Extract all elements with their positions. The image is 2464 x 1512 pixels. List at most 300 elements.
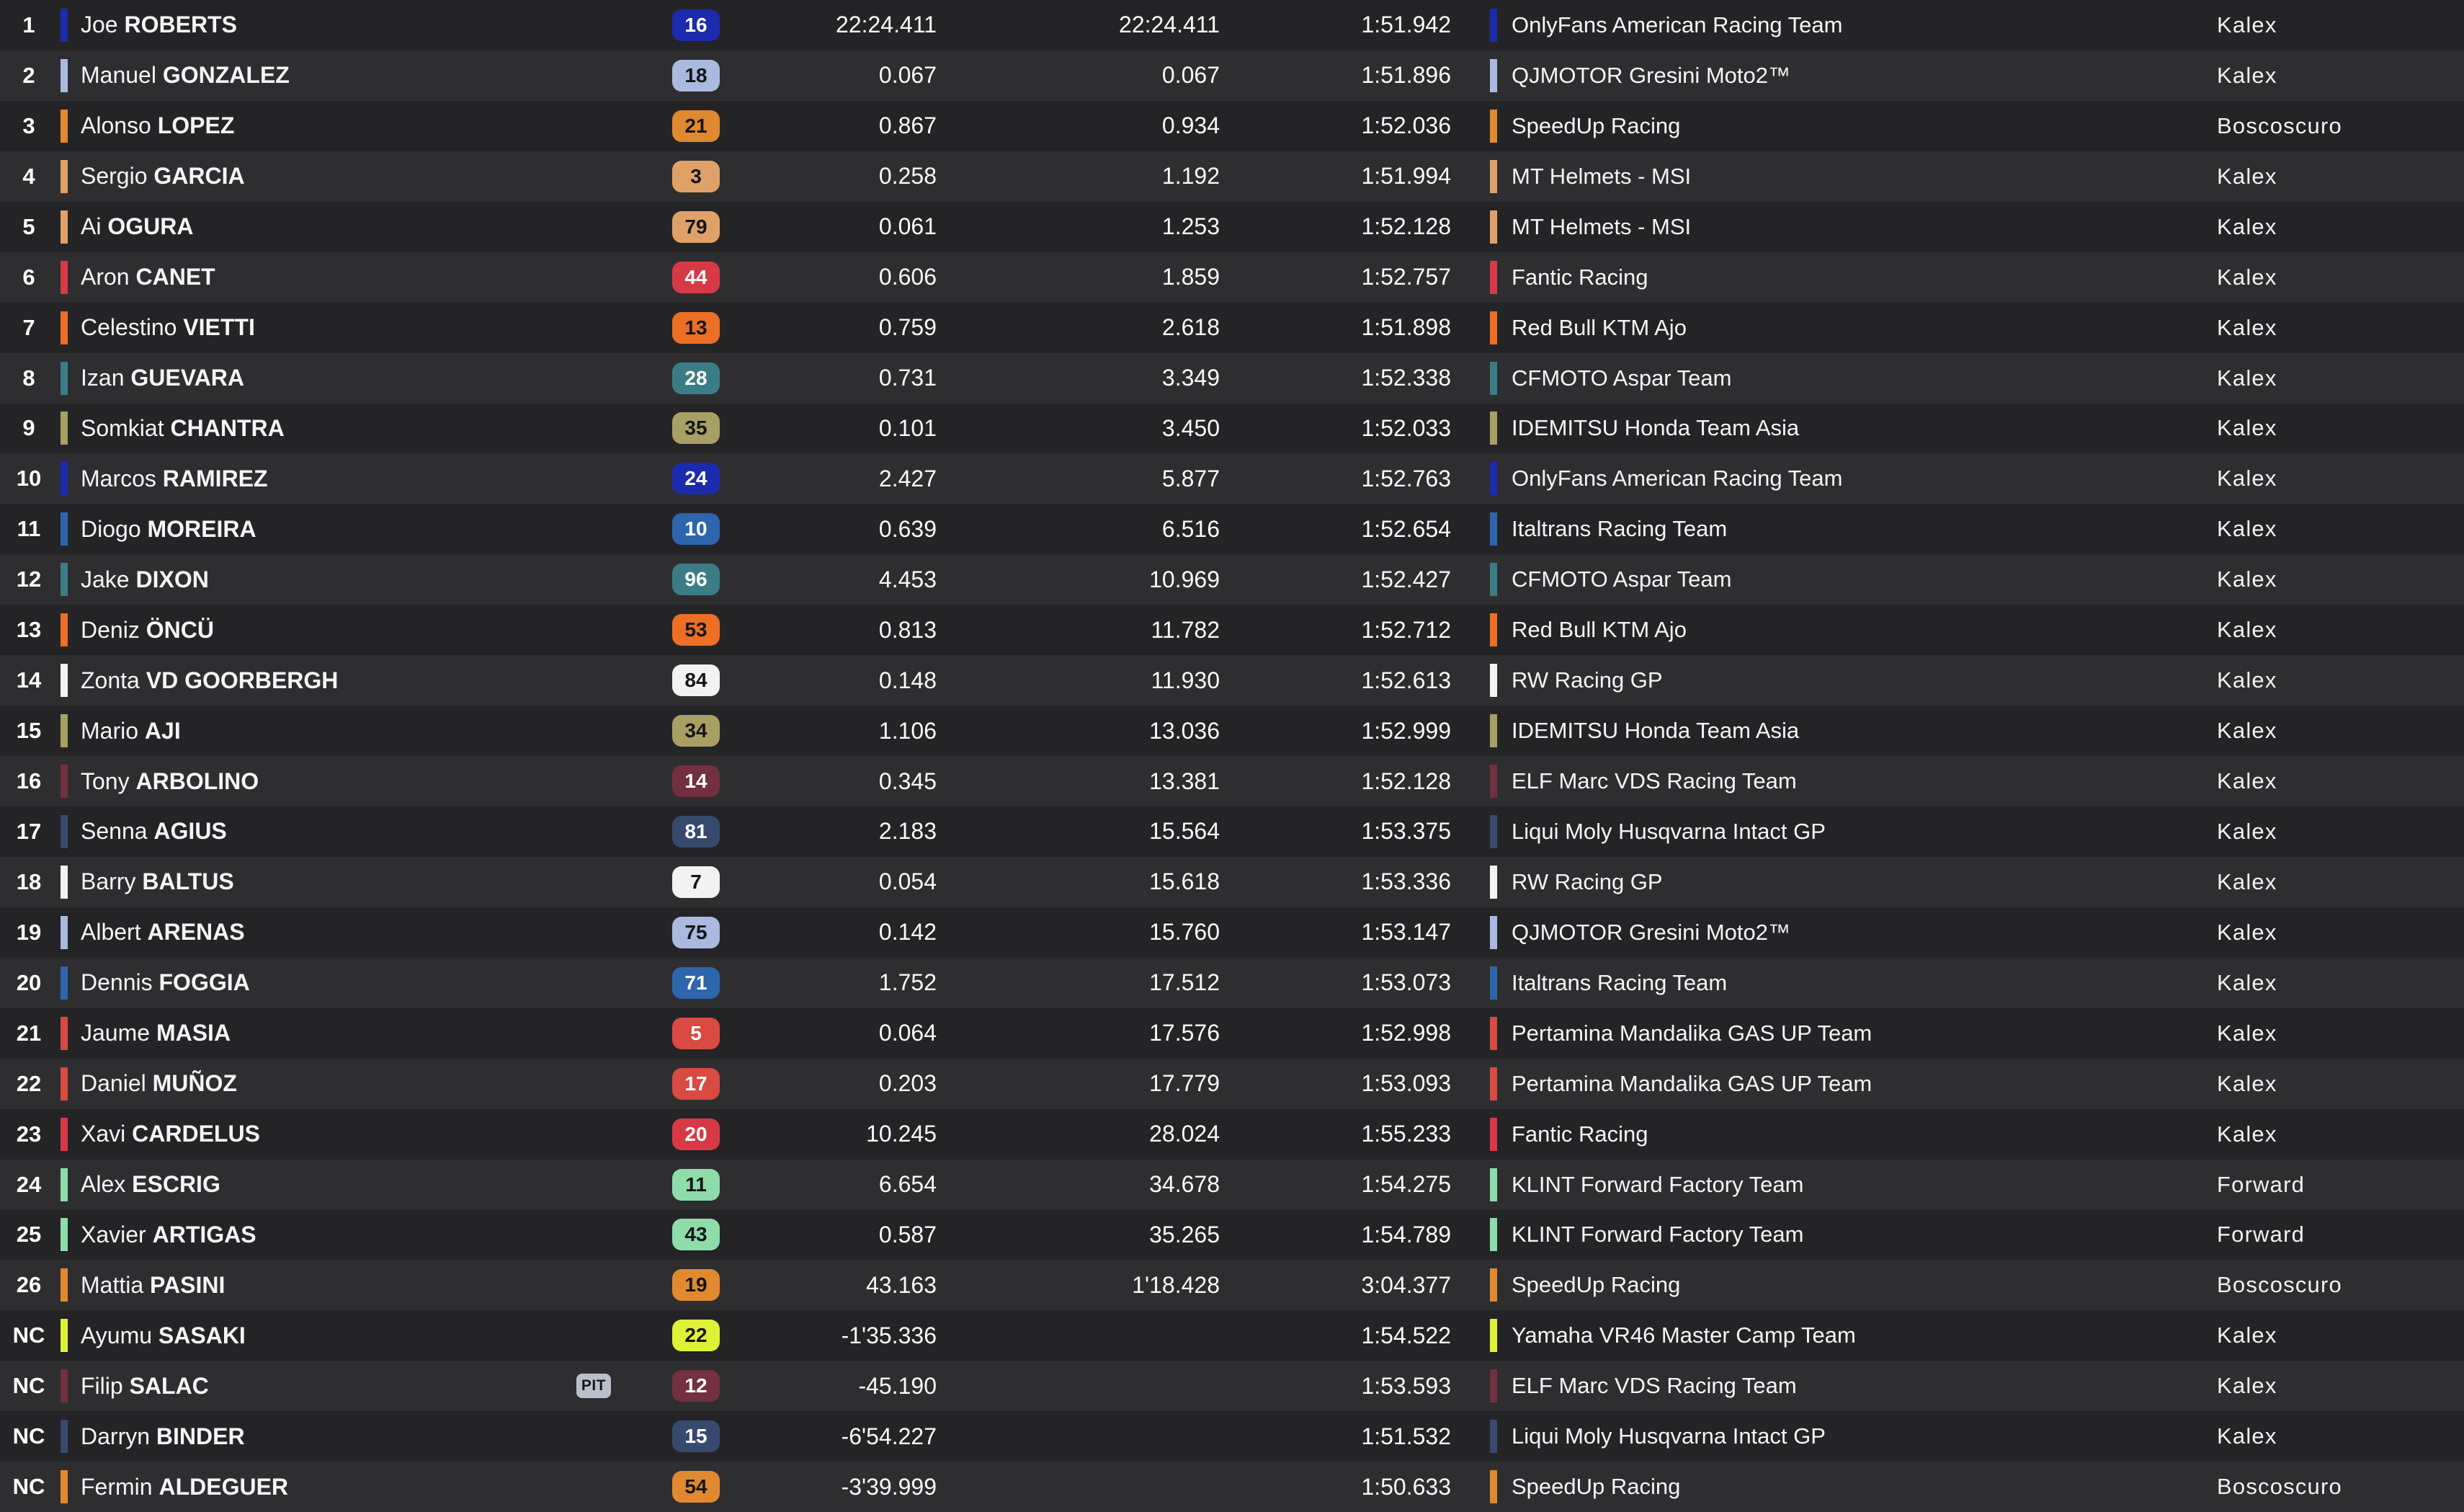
result-row[interactable] bbox=[0, 857, 2464, 907]
result-row[interactable] bbox=[0, 655, 2464, 706]
team-cell bbox=[1451, 857, 2217, 907]
gap-time: -1'35.336 bbox=[841, 1322, 937, 1348]
rider-last-name: CANET bbox=[135, 264, 215, 290]
rider-number-badge: 11 bbox=[672, 1169, 720, 1201]
team-color-bar bbox=[1490, 916, 1497, 949]
rider-last-name: ALDEGUER bbox=[159, 1473, 289, 1500]
chassis-name: Kalex bbox=[2217, 163, 2277, 189]
team-color-bar bbox=[1490, 714, 1497, 747]
team-name: ELF Marc VDS Racing Team bbox=[1512, 768, 1797, 794]
rider-last-name: PASINI bbox=[150, 1271, 226, 1298]
rider-name bbox=[81, 1474, 288, 1500]
position-label: 26 bbox=[16, 1272, 42, 1298]
chassis-name: Kalex bbox=[2217, 1121, 2277, 1147]
cumulative-gap-time: 35.265 bbox=[1149, 1221, 1220, 1248]
gap-time: 2.427 bbox=[878, 465, 937, 492]
rider-number-badge: 44 bbox=[672, 262, 720, 293]
rider-cell bbox=[58, 151, 672, 202]
cumulative-gap-time: 0.067 bbox=[1161, 62, 1220, 89]
cumulative-gap-time: 1.192 bbox=[1161, 163, 1220, 190]
rider-number-badge: 13 bbox=[672, 312, 720, 344]
best-lap-time: 3:04.377 bbox=[1361, 1271, 1451, 1298]
rider-team-color-bar bbox=[61, 362, 68, 395]
team-color-bar bbox=[1490, 1067, 1497, 1100]
rider-team-color-bar bbox=[61, 1369, 68, 1402]
position-label: 16 bbox=[16, 768, 42, 794]
rider-cell bbox=[58, 1109, 672, 1160]
cumulative-gap-time: 1.859 bbox=[1161, 264, 1220, 290]
rider-first-name: Dennis bbox=[81, 969, 153, 996]
rider-cell bbox=[58, 806, 672, 857]
team-color-bar bbox=[1490, 1369, 1497, 1402]
gap-time: 4.453 bbox=[878, 566, 937, 592]
result-row[interactable] bbox=[0, 806, 2464, 857]
rider-first-name: Tony bbox=[81, 768, 130, 794]
rider-last-name: OGURA bbox=[107, 213, 194, 240]
team-name: QJMOTOR Gresini Moto2™ bbox=[1512, 62, 1791, 88]
rider-first-name: Senna bbox=[81, 818, 148, 845]
rider-team-color-bar bbox=[61, 966, 68, 1000]
gap-time: 0.759 bbox=[878, 314, 937, 341]
best-lap-time: 1:52.757 bbox=[1361, 264, 1451, 290]
gap-time: 0.203 bbox=[878, 1070, 937, 1097]
position-label: 21 bbox=[16, 1020, 42, 1046]
gap-time: -6'54.227 bbox=[841, 1423, 937, 1449]
rider-number-badge: 20 bbox=[672, 1119, 720, 1150]
team-cell bbox=[1451, 1008, 2217, 1059]
team-color-bar bbox=[1490, 512, 1497, 546]
gap-time: 0.054 bbox=[878, 868, 937, 895]
team-color-bar bbox=[1490, 9, 1497, 42]
best-lap-time: 1:54.789 bbox=[1361, 1221, 1451, 1248]
rider-number-badge: 24 bbox=[672, 463, 720, 494]
rider-team-color-bar bbox=[61, 1319, 68, 1352]
gap-time: 6.654 bbox=[878, 1171, 937, 1198]
team-name: Red Bull KTM Ajo bbox=[1512, 314, 1687, 340]
position-label: 11 bbox=[17, 516, 41, 542]
rider-team-color-bar bbox=[61, 1470, 68, 1503]
rider-first-name: Ai bbox=[81, 213, 102, 240]
team-color-bar bbox=[1490, 59, 1497, 92]
team-name: IDEMITSU Honda Team Asia bbox=[1512, 718, 1800, 744]
rider-number-badge: 53 bbox=[672, 614, 720, 646]
team-color-bar bbox=[1490, 664, 1497, 697]
team-cell bbox=[1451, 101, 2217, 151]
result-row[interactable] bbox=[0, 1411, 2464, 1462]
team-cell bbox=[1451, 151, 2217, 202]
team-cell bbox=[1451, 303, 2217, 353]
best-lap-time: 1:52.033 bbox=[1361, 414, 1451, 441]
result-row[interactable] bbox=[0, 1008, 2464, 1059]
cumulative-gap-time: 13.036 bbox=[1149, 717, 1220, 744]
team-name: KLINT Forward Factory Team bbox=[1512, 1171, 1804, 1197]
gap-time: 0.064 bbox=[878, 1020, 937, 1046]
team-color-bar bbox=[1490, 1268, 1497, 1302]
gap-time: 22:24.411 bbox=[836, 12, 937, 38]
gap-time: 0.731 bbox=[878, 365, 937, 391]
cumulative-gap-time: 0.934 bbox=[1161, 112, 1220, 139]
gap-time: 0.867 bbox=[878, 112, 937, 139]
gap-time: 10.245 bbox=[866, 1121, 937, 1147]
team-name: SpeedUp Racing bbox=[1512, 1474, 1681, 1500]
rider-team-color-bar bbox=[61, 9, 68, 42]
position-label: 12 bbox=[16, 566, 42, 592]
rider-number-badge: 79 bbox=[672, 211, 720, 243]
rider-name bbox=[81, 566, 209, 593]
team-cell bbox=[1451, 1059, 2217, 1109]
gap-time: 0.258 bbox=[878, 163, 937, 190]
team-name: Pertamina Mandalika GAS UP Team bbox=[1512, 1020, 1872, 1046]
rider-name bbox=[81, 1272, 225, 1299]
rider-cell bbox=[58, 453, 672, 504]
rider-team-color-bar bbox=[61, 1218, 68, 1251]
position-label: 18 bbox=[16, 868, 42, 894]
team-cell bbox=[1451, 1462, 2217, 1512]
chassis-name: Kalex bbox=[2217, 213, 2277, 239]
rider-number-badge: 34 bbox=[672, 715, 720, 747]
rider-team-color-bar bbox=[61, 815, 68, 848]
rider-cell bbox=[58, 907, 672, 958]
chassis-name: Forward bbox=[2217, 1171, 2305, 1197]
team-cell bbox=[1451, 1160, 2217, 1210]
rider-first-name: Xavi bbox=[81, 1121, 126, 1147]
rider-cell bbox=[58, 605, 672, 655]
gap-time: 0.639 bbox=[878, 515, 937, 542]
team-color-bar bbox=[1490, 160, 1497, 193]
team-color-bar bbox=[1490, 966, 1497, 1000]
gap-time: 0.101 bbox=[878, 414, 937, 441]
rider-team-color-bar bbox=[61, 462, 68, 495]
rider-last-name: MASIA bbox=[156, 1020, 231, 1046]
position-label: 9 bbox=[22, 415, 35, 441]
rider-number-badge: 54 bbox=[672, 1471, 720, 1503]
best-lap-time: 1:51.532 bbox=[1361, 1423, 1451, 1449]
result-row[interactable] bbox=[0, 1260, 2464, 1310]
rider-last-name: BALTUS bbox=[142, 868, 234, 895]
gap-time: -45.190 bbox=[858, 1372, 937, 1399]
rider-number-badge: 7 bbox=[672, 866, 720, 898]
team-name: Red Bull KTM Ajo bbox=[1512, 617, 1687, 643]
team-cell bbox=[1451, 1210, 2217, 1260]
rider-name bbox=[81, 617, 214, 644]
rider-team-color-bar bbox=[61, 311, 68, 344]
rider-cell bbox=[58, 1260, 672, 1310]
team-name: Italtrans Racing Team bbox=[1512, 516, 1728, 542]
rider-number-badge: 84 bbox=[672, 664, 720, 696]
result-row[interactable] bbox=[0, 0, 2464, 50]
result-row[interactable] bbox=[0, 303, 2464, 353]
team-color-bar bbox=[1490, 311, 1497, 344]
position-label: 10 bbox=[16, 466, 42, 492]
team-color-bar bbox=[1490, 462, 1497, 495]
rider-team-color-bar bbox=[61, 765, 68, 798]
best-lap-time: 1:52.427 bbox=[1361, 566, 1451, 592]
chassis-name: Kalex bbox=[2217, 1322, 2277, 1348]
rider-last-name: GONZALEZ bbox=[162, 62, 290, 89]
best-lap-time: 1:52.036 bbox=[1361, 112, 1451, 139]
rider-team-color-bar bbox=[61, 664, 68, 697]
rider-number-badge: 35 bbox=[672, 412, 720, 444]
result-row[interactable] bbox=[0, 958, 2464, 1008]
rider-last-name: MUÑOZ bbox=[152, 1070, 237, 1097]
result-row[interactable] bbox=[0, 404, 2464, 454]
team-color-bar bbox=[1490, 1218, 1497, 1251]
chassis-name: Kalex bbox=[2217, 617, 2277, 643]
rider-team-color-bar bbox=[61, 1017, 68, 1050]
team-name: SpeedUp Racing bbox=[1512, 112, 1681, 138]
rider-cell bbox=[58, 404, 672, 454]
rider-name bbox=[81, 314, 255, 341]
cumulative-gap-time: 3.349 bbox=[1161, 365, 1220, 391]
cumulative-gap-time: 34.678 bbox=[1149, 1171, 1220, 1198]
position-label: 15 bbox=[16, 718, 42, 744]
result-row[interactable] bbox=[0, 353, 2464, 404]
rider-number-badge: 19 bbox=[672, 1269, 720, 1301]
rider-name bbox=[81, 718, 181, 744]
result-row[interactable] bbox=[0, 706, 2464, 756]
rider-name bbox=[81, 1373, 209, 1400]
chassis-name: Boscoscuro bbox=[2217, 112, 2342, 138]
chassis-name: Boscoscuro bbox=[2217, 1272, 2342, 1298]
gap-time: 0.067 bbox=[878, 62, 937, 89]
best-lap-time: 1:53.093 bbox=[1361, 1070, 1451, 1097]
best-lap-time: 1:52.338 bbox=[1361, 365, 1451, 391]
rider-team-color-bar bbox=[61, 261, 68, 294]
cumulative-gap-time: 6.516 bbox=[1161, 515, 1220, 542]
team-color-bar bbox=[1490, 362, 1497, 395]
rider-number-badge: 17 bbox=[672, 1068, 720, 1100]
team-cell bbox=[1451, 1260, 2217, 1310]
rider-first-name: Jake bbox=[81, 566, 130, 592]
rider-team-color-bar bbox=[61, 1067, 68, 1100]
rider-name bbox=[81, 264, 215, 290]
rider-cell bbox=[58, 756, 672, 806]
rider-cell bbox=[58, 1361, 672, 1411]
rider-first-name: Somkiat bbox=[81, 414, 164, 441]
team-cell bbox=[1451, 554, 2217, 605]
result-row[interactable] bbox=[0, 504, 2464, 554]
result-row[interactable] bbox=[0, 1462, 2464, 1512]
rider-last-name: VD GOORBERGH bbox=[146, 667, 339, 693]
chassis-name: Forward bbox=[2217, 1222, 2305, 1248]
rider-last-name: ROBERTS bbox=[124, 12, 237, 38]
rider-first-name: Fermin bbox=[81, 1473, 153, 1500]
team-cell bbox=[1451, 756, 2217, 806]
rider-cell bbox=[58, 101, 672, 151]
team-name: RW Racing GP bbox=[1512, 667, 1663, 693]
team-name: OnlyFans American Racing Team bbox=[1512, 466, 1843, 492]
best-lap-time: 1:52.763 bbox=[1361, 465, 1451, 492]
rider-cell bbox=[58, 1210, 672, 1260]
position-label: 25 bbox=[16, 1222, 42, 1248]
team-cell bbox=[1451, 404, 2217, 454]
rider-cell bbox=[58, 958, 672, 1008]
team-color-bar bbox=[1490, 563, 1497, 596]
chassis-name: Kalex bbox=[2217, 264, 2277, 290]
team-name: Pertamina Mandalika GAS UP Team bbox=[1512, 1070, 1872, 1096]
team-name: Fantic Racing bbox=[1512, 1121, 1648, 1147]
rider-name bbox=[81, 1222, 256, 1248]
team-color-bar bbox=[1490, 866, 1497, 899]
rider-last-name: ESCRIG bbox=[132, 1171, 220, 1198]
best-lap-time: 1:52.128 bbox=[1361, 768, 1451, 794]
chassis-name: Kalex bbox=[2217, 1373, 2277, 1399]
position-label: NC bbox=[12, 1474, 45, 1500]
team-cell bbox=[1451, 252, 2217, 303]
team-color-bar bbox=[1490, 1470, 1497, 1503]
position-label: 1 bbox=[22, 12, 35, 37]
rider-cell bbox=[58, 504, 672, 554]
position-label: 4 bbox=[22, 163, 35, 189]
result-row[interactable] bbox=[0, 1059, 2464, 1109]
chassis-name: Kalex bbox=[2217, 868, 2277, 894]
rider-last-name: BINDER bbox=[156, 1423, 245, 1449]
team-cell bbox=[1451, 958, 2217, 1008]
rider-cell bbox=[58, 50, 672, 101]
rider-first-name: Filip bbox=[81, 1372, 123, 1399]
cumulative-gap-time: 15.564 bbox=[1149, 818, 1220, 845]
rider-last-name: RAMIREZ bbox=[162, 465, 268, 492]
gap-time: 0.813 bbox=[878, 616, 937, 643]
rider-team-color-bar bbox=[61, 1168, 68, 1201]
rider-name bbox=[81, 213, 193, 240]
rider-last-name: MOREIRA bbox=[147, 515, 256, 542]
chassis-name: Kalex bbox=[2217, 718, 2277, 744]
gap-time: -3'39.999 bbox=[841, 1473, 937, 1500]
rider-name bbox=[81, 365, 244, 391]
cumulative-gap-time: 17.779 bbox=[1149, 1070, 1220, 1097]
rider-team-color-bar bbox=[61, 916, 68, 949]
best-lap-time: 1:50.633 bbox=[1361, 1473, 1451, 1500]
gap-time: 1.752 bbox=[878, 969, 937, 996]
result-row[interactable] bbox=[0, 1361, 2464, 1411]
team-color-bar bbox=[1490, 613, 1497, 646]
chassis-name: Kalex bbox=[2217, 314, 2277, 340]
team-name: Italtrans Racing Team bbox=[1512, 969, 1728, 995]
rider-name bbox=[81, 1070, 237, 1097]
rider-first-name: Daniel bbox=[81, 1070, 146, 1097]
chassis-name: Kalex bbox=[2217, 818, 2277, 844]
team-color-bar bbox=[1490, 110, 1497, 143]
rider-cell bbox=[58, 1059, 672, 1109]
rider-last-name: ÖNCÜ bbox=[146, 616, 214, 643]
result-row[interactable] bbox=[0, 202, 2464, 252]
best-lap-time: 1:51.994 bbox=[1361, 163, 1451, 190]
chassis-name: Kalex bbox=[2217, 1070, 2277, 1096]
result-row[interactable] bbox=[0, 453, 2464, 504]
result-row[interactable] bbox=[0, 101, 2464, 151]
cumulative-gap-time: 22:24.411 bbox=[1119, 12, 1220, 38]
result-row[interactable] bbox=[0, 907, 2464, 958]
position-label: NC bbox=[12, 1423, 45, 1449]
result-row[interactable] bbox=[0, 1160, 2464, 1210]
result-row[interactable] bbox=[0, 1310, 2464, 1361]
rider-first-name: Diogo bbox=[81, 515, 141, 542]
position-label: 22 bbox=[16, 1070, 42, 1096]
cumulative-gap-time: 17.576 bbox=[1149, 1020, 1220, 1046]
cumulative-gap-time: 2.618 bbox=[1161, 314, 1220, 341]
team-cell bbox=[1451, 50, 2217, 101]
chassis-name: Kalex bbox=[2217, 516, 2277, 542]
rider-number-badge: 71 bbox=[672, 967, 720, 999]
best-lap-time: 1:52.712 bbox=[1361, 616, 1451, 643]
rider-number-badge: 81 bbox=[672, 816, 720, 848]
gap-time: 0.606 bbox=[878, 264, 937, 290]
rider-first-name: Deniz bbox=[81, 616, 140, 643]
rider-team-color-bar bbox=[61, 210, 68, 244]
team-cell bbox=[1451, 806, 2217, 857]
result-row[interactable] bbox=[0, 50, 2464, 101]
rider-team-color-bar bbox=[61, 1420, 68, 1453]
chassis-name: Kalex bbox=[2217, 768, 2277, 794]
rider-team-color-bar bbox=[61, 160, 68, 193]
team-name: Liqui Moly Husqvarna Intact GP bbox=[1512, 1423, 1826, 1449]
rider-name bbox=[81, 163, 245, 190]
team-color-bar bbox=[1490, 1420, 1497, 1453]
team-cell bbox=[1451, 453, 2217, 504]
chassis-name: Kalex bbox=[2217, 1020, 2277, 1046]
result-row[interactable] bbox=[0, 554, 2464, 605]
rider-cell bbox=[58, 353, 672, 404]
rider-cell bbox=[58, 706, 672, 756]
gap-time: 0.148 bbox=[878, 667, 937, 693]
team-color-bar bbox=[1490, 1168, 1497, 1201]
result-row[interactable] bbox=[0, 1109, 2464, 1160]
rider-last-name: ARTIGAS bbox=[152, 1221, 256, 1248]
team-color-bar bbox=[1490, 765, 1497, 798]
position-label: 19 bbox=[16, 919, 42, 945]
chassis-name: Kalex bbox=[2217, 667, 2277, 693]
result-row[interactable] bbox=[0, 252, 2464, 303]
rider-team-color-bar bbox=[61, 714, 68, 747]
gap-time: 0.061 bbox=[878, 213, 937, 240]
rider-cell bbox=[58, 0, 672, 50]
result-row[interactable] bbox=[0, 756, 2464, 806]
team-cell bbox=[1451, 504, 2217, 554]
chassis-name: Boscoscuro bbox=[2217, 1474, 2342, 1500]
result-row[interactable] bbox=[0, 151, 2464, 202]
rider-number-badge: 21 bbox=[672, 110, 720, 142]
best-lap-time: 1:53.147 bbox=[1361, 919, 1451, 946]
rider-last-name: CARDELUS bbox=[132, 1121, 260, 1147]
rider-first-name: Barry bbox=[81, 868, 136, 895]
team-cell bbox=[1451, 1361, 2217, 1411]
rider-name bbox=[81, 768, 259, 795]
rider-number-badge: 14 bbox=[672, 765, 720, 797]
gap-time: 0.142 bbox=[878, 919, 937, 946]
best-lap-time: 1:52.998 bbox=[1361, 1020, 1451, 1046]
result-row[interactable] bbox=[0, 605, 2464, 655]
team-name: QJMOTOR Gresini Moto2™ bbox=[1512, 919, 1791, 945]
rider-last-name: ARENAS bbox=[147, 919, 245, 946]
rider-name bbox=[81, 667, 338, 694]
rider-number-badge: 10 bbox=[672, 513, 720, 545]
rider-last-name: ARBOLINO bbox=[135, 768, 259, 794]
rider-name bbox=[81, 868, 234, 895]
best-lap-time: 1:51.896 bbox=[1361, 62, 1451, 89]
chassis-name: Kalex bbox=[2217, 969, 2277, 995]
position-label: 5 bbox=[22, 213, 35, 239]
position-label: NC bbox=[12, 1322, 45, 1348]
team-name: MT Helmets - MSI bbox=[1512, 213, 1692, 239]
chassis-name: Kalex bbox=[2217, 12, 2277, 37]
chassis-name: Kalex bbox=[2217, 415, 2277, 441]
rider-cell bbox=[58, 554, 672, 605]
result-row[interactable] bbox=[0, 1210, 2464, 1260]
position-label: 6 bbox=[22, 264, 35, 290]
team-name: Yamaha VR46 Master Camp Team bbox=[1512, 1322, 1856, 1348]
rider-number-badge: 16 bbox=[672, 9, 720, 41]
